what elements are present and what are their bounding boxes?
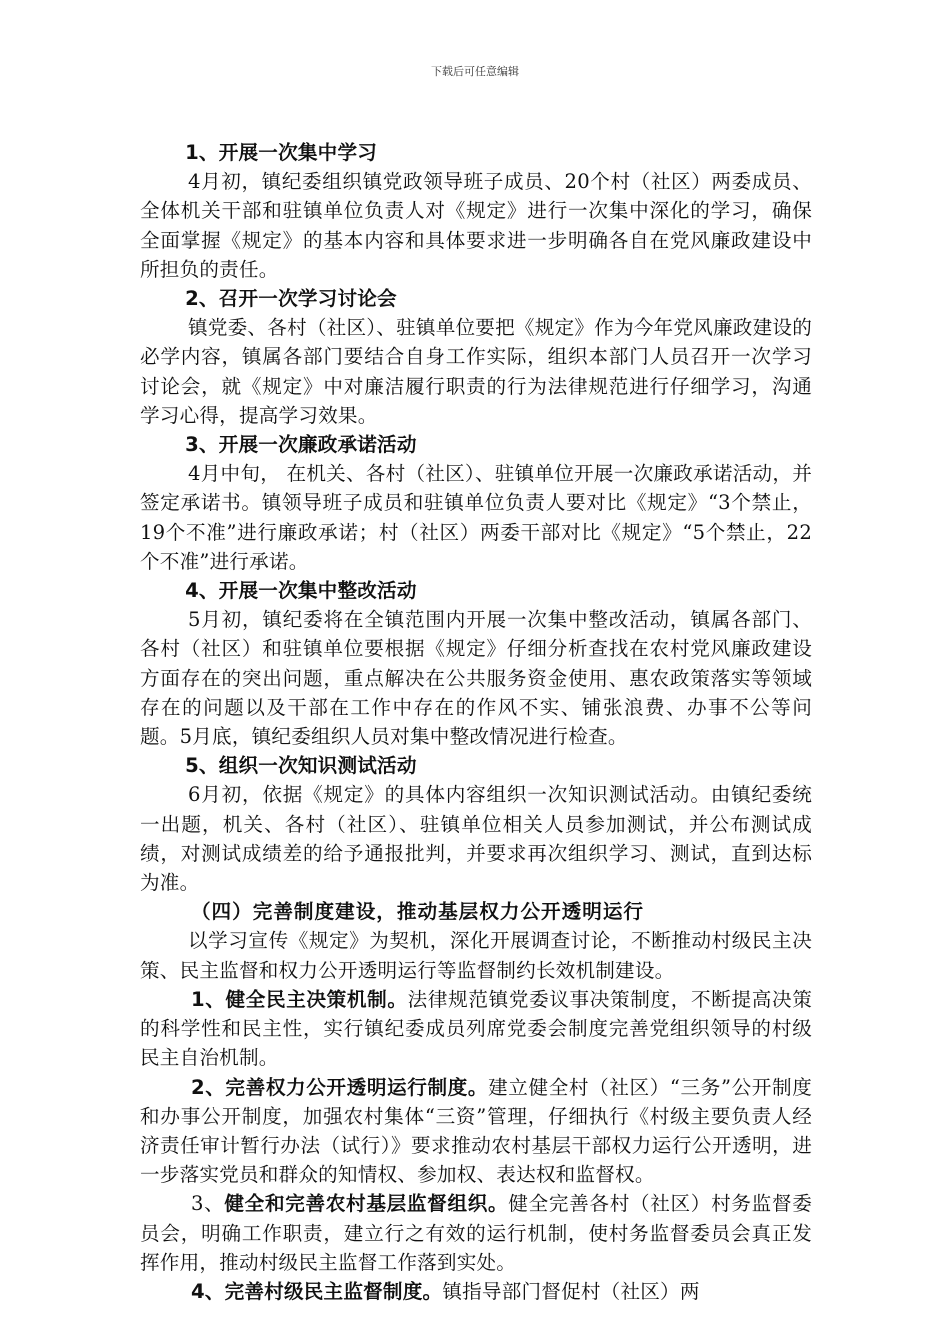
paragraph-1: 4月初，镇纪委组织镇党政领导班子成员、20个村（社区）两委成员、全体机关干部和驻镇单位负责人对《规定》进行一次集中深化的学习，确保全面掌握《规定》的基本内容和具体要求进一步明确各自在党风廉政建设中所担负的责任。 xyxy=(140,170,812,281)
paragraph-4: 5月初，镇纪委将在全镇范围内开展一次集中整改活动，镇属各部门、各村（社区）和驻镇单位要根据《规定》仔细分析查找在农村党风廉政建设方面存在的突出问题，重点解决在公共服务资金使用、惠农政策落实等领域存在的问题以及干部在工作中存在的作风不实、铺张浪费、办事不公等问题。5月底，镇纪委组织人员对集中整改情况进行检查。 xyxy=(140,608,812,749)
item-4-title: 4、完善村级民主监督制度。 xyxy=(190,1279,443,1303)
heading-3: 3、开展一次廉政承诺活动 xyxy=(185,433,417,457)
item-1-title: 1、健全民主决策机制。 xyxy=(190,987,408,1011)
paragraph-5: 6月初，依据《规定》的具体内容组织一次知识测试活动。由镇纪委统一出题，机关、各村（社区）、驻镇单位相关人员参加测试，并公布测试成绩，对测试成绩差的给予通报批判，并要求再次组织学习、测试，直到达标为准。 xyxy=(140,783,812,895)
page-header-note: 下载后可任意编辑 xyxy=(431,65,519,78)
item-2-title: 2、完善权力公开透明运行制度。 xyxy=(190,1075,489,1099)
item-2 xyxy=(140,1073,812,1190)
item-3-text: 健全完善各村（社区）村务监督委员会，明确工作职责，建立行之有效的运行机制，使村务监督委员会真正发挥作用，推动村级民主监督工作落到实处。 xyxy=(140,1192,812,1274)
paragraph-2: 镇党委、各村（社区）、驻镇单位要把《规定》作为今年党风廉政建设的必学内容，镇属各部门要结合自身工作实际，组织本部门人员召开一次学习讨论会，就《规定》中对廉洁履行职责的行为法律规范进行仔细学习，沟通学习心得，提高学习效果。 xyxy=(140,316,812,427)
item-1 xyxy=(140,985,812,1073)
item-1-text: 法律规范镇党委议事决策制度，不断提高决策的科学性和民主性，实行镇纪委成员列席党委会制度完善党组织领导的村级民主自治机制。 xyxy=(140,987,812,1070)
heading-4: 4、开展一次集中整改活动 xyxy=(185,579,417,603)
item-3-number: 3、 xyxy=(190,1192,225,1216)
paragraph-6: 以学习宣传《规定》为契机，深化开展调查讨论，不断推动村级民主决策、民主监督和权力公开透明运行等监督制约长效机制建设。 xyxy=(140,929,812,982)
item-4-text: 镇指导部门督促村（社区）两 xyxy=(442,1279,700,1303)
heading-5: 5、组织一次知识测试活动 xyxy=(185,754,417,778)
document-body xyxy=(140,138,812,1306)
section-4-title: （四）完善制度建设，推动基层权力公开透明运行 xyxy=(190,900,645,924)
heading-2: 2、召开一次学习讨论会 xyxy=(185,287,397,311)
item-3 xyxy=(140,1189,812,1277)
paragraph-3: 4月中旬， 在机关、各村（社区）、驻镇单位开展一次廉政承诺活动，并签定承诺书。镇领导班子成员和驻镇单位负责人要对比《规定》“3个禁止，19个不准”进行廉政承诺；村（社区）两委干部对比《规定》“5个禁止，22个不准”进行承诺。 xyxy=(140,462,812,573)
item-4 xyxy=(140,1277,812,1306)
item-2-text: 建立健全村（社区）“三务”公开制度和办事公开制度，加强农村集体“三资”管理，仔细执行《村级主要负责人经济责任审计暂行办法（试行）》要求推动农村基层干部权力运行公开透明，进一步落实党员和群众的知情权、参加权、表达权和监督权。 xyxy=(140,1075,812,1187)
item-3-title: 健全和完善农村基层监督组织。 xyxy=(224,1192,509,1216)
heading-1: 1、开展一次集中学习 xyxy=(185,141,378,164)
